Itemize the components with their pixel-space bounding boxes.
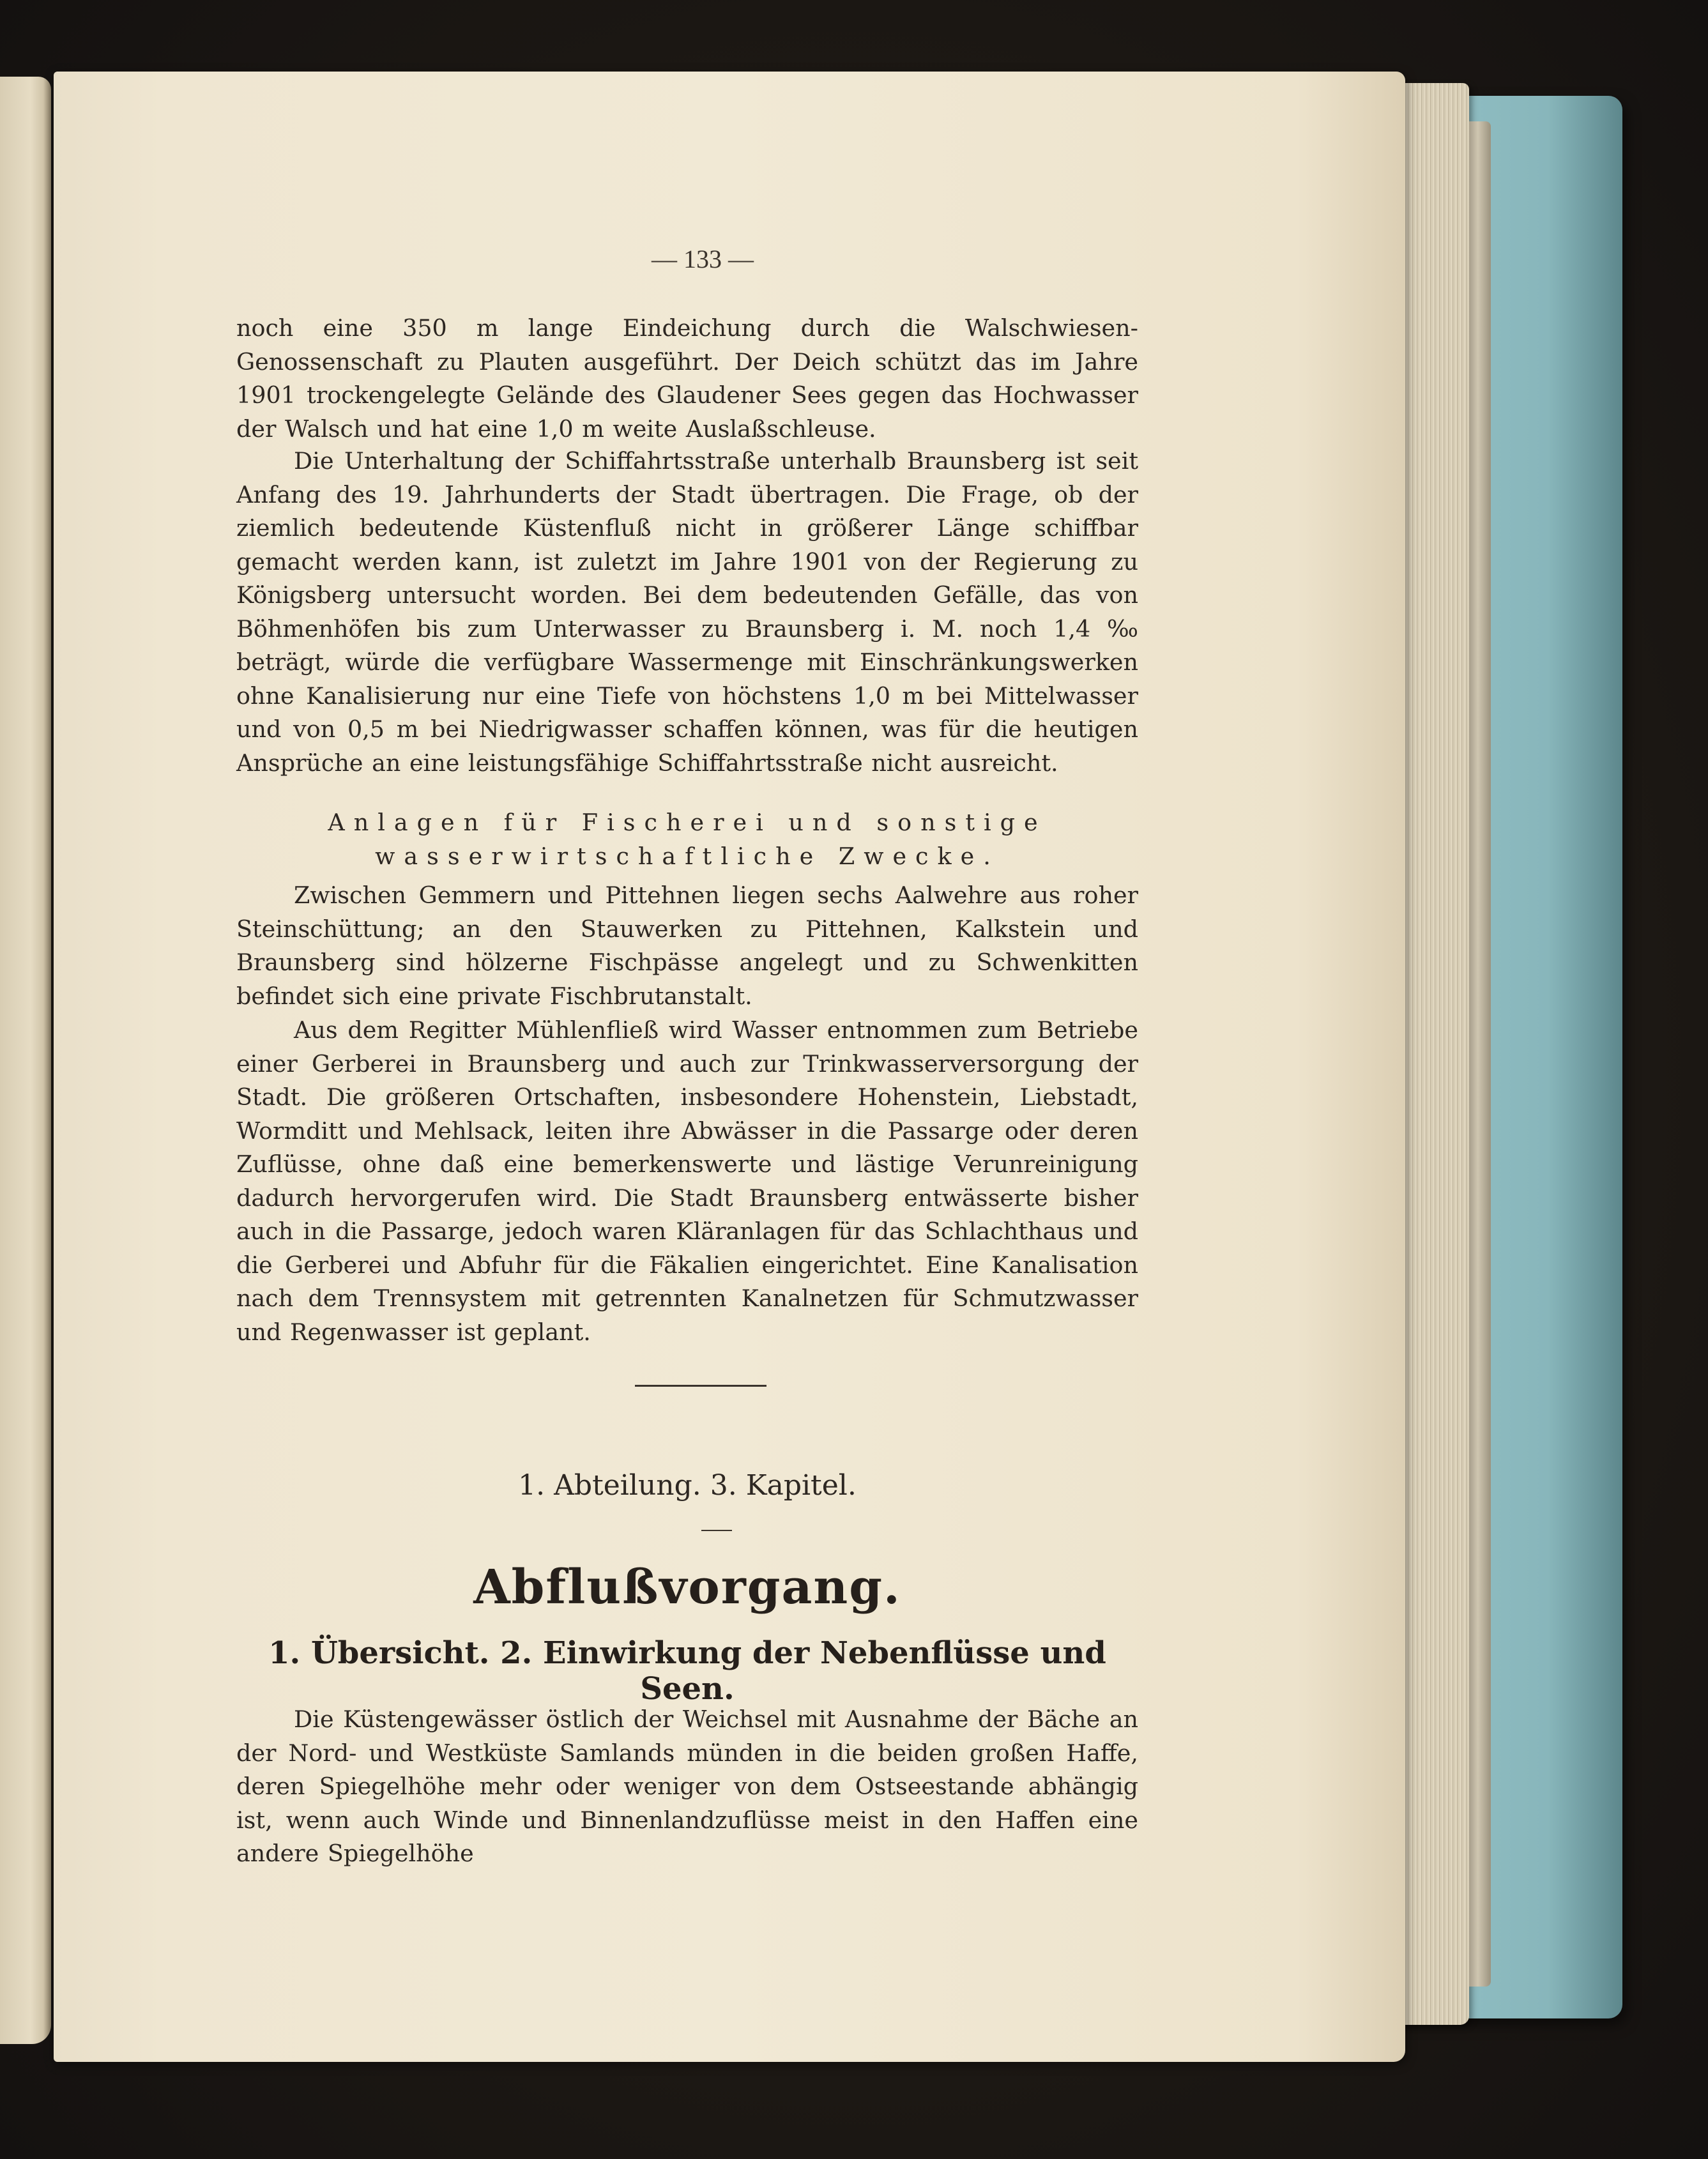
page-block-shadow xyxy=(1469,121,1491,1987)
chapter-heading: 1. Abteilung. 3. Kapitel. xyxy=(518,1469,857,1502)
chapter-title: Abflußvorgang. xyxy=(473,1560,901,1615)
paragraph-wasserentnahme: Aus dem Regitter Mühlenfließ wird Wasser entnommen zum Betriebe einer Gerberei in Braunsberg und auch zur Trinkwasserversorgung der Stadt. Die größeren Ortschaften, insbesondere Hohenstein, Liebstadt, Wormditt und Mehlsack, leiten ihre Abwässer in die Passarge oder deren Zuflüsse, ohne daß eine bemerkenswerte und lästige Verunreinigung dadurch hervorgerufen wird. Die Stadt Braunsberg entwässerte bisher auch in die Passarge, jedoch waren Kläranlagen für das Schlachthaus und die Gerberei und Abfuhr für die Fäkalien eingerichtet. Eine Kanalisation nach dem Trennsystem mit getrennten Kanalnetzen für Schmutzwasser und Regenwasser ist geplant. xyxy=(236,1016,1138,1346)
chapter-divider-rule xyxy=(701,1530,732,1531)
paragraph-kuestengewaesser: Die Küstengewässer östlich der Weichsel mit Ausnahme der Bäche an der Nord- und Westküste Samlands münden in die beiden großen Haffe, deren Spiegelhöhe mehr oder weniger von dem Ostseestande abhängig ist, wenn auch Winde und Binnenlandzuflüsse meist in den Haffen eine andere Spiegelhöhe xyxy=(236,1705,1138,1867)
paragraph-schiffahrtsstrasse: Die Unterhaltung der Schiffahrtsstraße unterhalb Braunsberg ist seit Anfang des 19. Jahrhunderts der Stadt übertragen. Die Frage, ob der ziemlich bedeutende Küstenfluß nicht in größerer Länge schiffbar gemacht werden kann, ist zuletzt im Jahre 1901 von der Regierung zu Königsberg untersucht worden. Bei dem bedeutenden Gefälle, das von Böhmenhöfen bis zum Unterwasser zu Braunsberg i. M. noch 1,4 ‰ beträgt, würde die verfügbare Wassermenge mit Einschränkungswerken ohne Kanalisierung nur eine Tiefe von höchstens 1,0 m bei Mittelwasser und von 0,5 m bei Niedrigwasser schaffen können, was für die heutigen Ansprüche an eine leistungsfähige Schiffahrtsstraße nicht ausreicht. xyxy=(236,447,1138,777)
section-title: 1. Übersicht. 2. Einwirkung der Nebenflüsse und Seen. xyxy=(268,1635,1106,1707)
page-number: — 133 — xyxy=(652,245,754,273)
section-divider-rule xyxy=(635,1385,766,1387)
paragraph-aalwehre: Zwischen Gemmern und Pittehnen liegen sechs Aalwehre aus roher Steinschüttung; an den Stauwerken zu Pittehnen, Kalkstein und Braunsberg sind hölzerne Fischpässe angelegt und zu Schwenkitten befindet sich eine private Fischbrutanstalt. xyxy=(236,881,1138,1010)
subheading-fischerei: Anlagen für Fischerei und sonstige wasserwirtschaftliche Zwecke. xyxy=(328,809,1047,870)
paragraph-walsch-deich: noch eine 350 m lange Eindeichung durch die Walschwiesen-Genossenschaft zu Plauten ausgeführt. Der Deich schützt das im Jahre 1901 trockengelegte Gelände des Glaudener Sees gegen das Hochwasser der Walsch und hat eine 1,0 m weite Auslaßschleuse. xyxy=(236,314,1138,443)
previous-page-edge xyxy=(0,77,51,2044)
